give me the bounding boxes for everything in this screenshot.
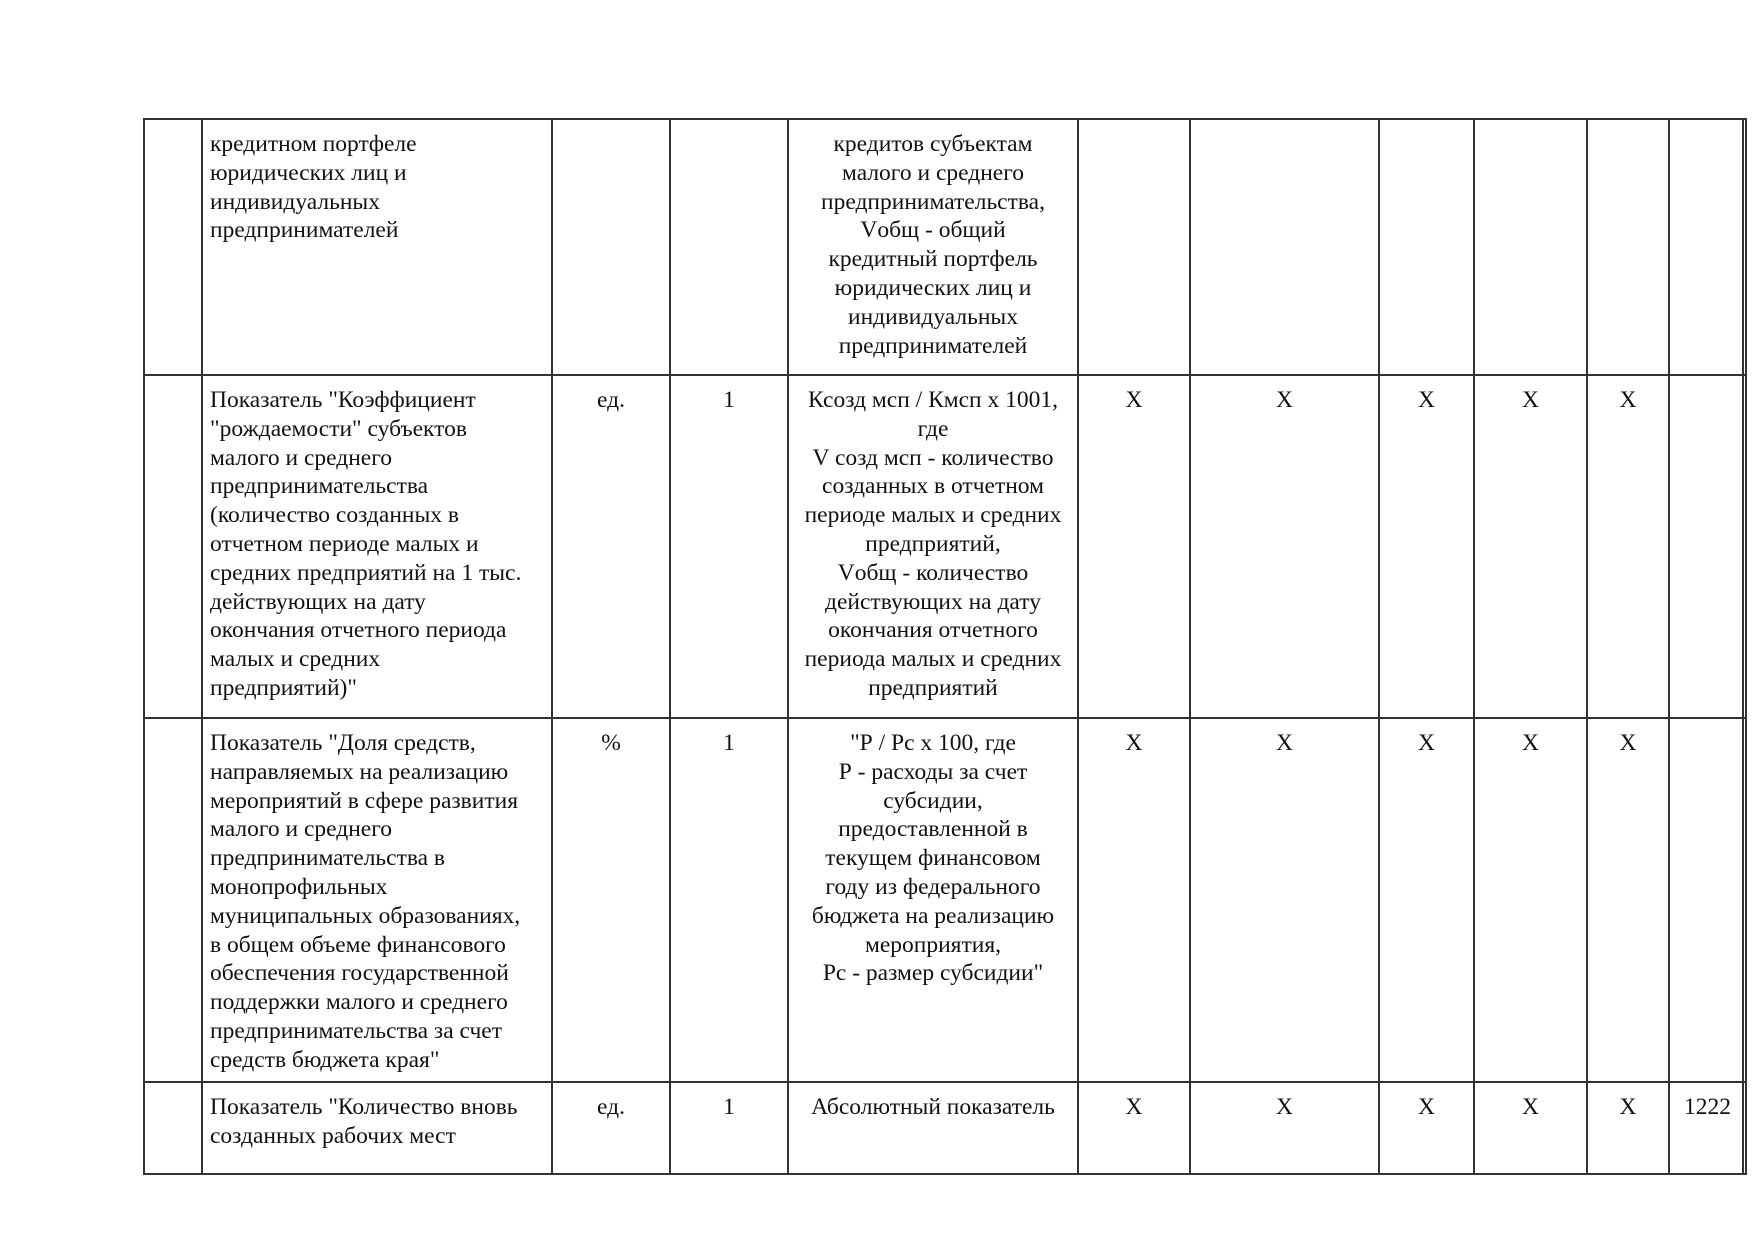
cell-formula: Абсолютный показатель bbox=[788, 1082, 1078, 1174]
cell-coef: 1 bbox=[670, 1082, 788, 1174]
cell-num bbox=[144, 718, 202, 1082]
cell-c6 bbox=[1669, 375, 1746, 718]
cell-c3 bbox=[1379, 119, 1474, 375]
cell-num bbox=[144, 119, 202, 375]
cell-c2: X bbox=[1190, 375, 1379, 718]
table-row bbox=[144, 718, 1746, 1082]
cell-name: кредитном портфеле юридических лиц и индивидуальных предпринимателей bbox=[202, 119, 552, 375]
cell-c2 bbox=[1190, 119, 1379, 375]
cell-c5 bbox=[1587, 119, 1669, 375]
cell-name: Показатель "Коэффициент "рождаемости" субъектов малого и среднего предпринимательства (количество созданных в отчетном периоде малых и средних предприятий на 1 тыс. действующих на дату окончания отчетного периода малых и средних предприятий)" bbox=[202, 375, 552, 718]
cell-c2: X bbox=[1190, 718, 1379, 1082]
cell-c1: X bbox=[1078, 1082, 1190, 1174]
cell-c5: X bbox=[1587, 375, 1669, 718]
table-row bbox=[144, 1082, 1746, 1174]
table-continuation-edge bbox=[1742, 118, 1754, 1173]
cell-num bbox=[144, 1082, 202, 1174]
cell-c1 bbox=[1078, 119, 1190, 375]
cell-num bbox=[144, 375, 202, 718]
cell-unit: % bbox=[552, 718, 670, 1082]
cell-c6 bbox=[1669, 718, 1746, 1082]
cell-formula: кредитов субъектам малого и среднего предпринимательства, Vобщ - общий кредитный портфель юридических лиц и индивидуальных предпринимателей bbox=[788, 119, 1078, 375]
cell-c3: X bbox=[1379, 375, 1474, 718]
indicators-table bbox=[143, 118, 1747, 1175]
cell-c4: X bbox=[1474, 375, 1587, 718]
cell-c2: X bbox=[1190, 1082, 1379, 1174]
cell-c4: X bbox=[1474, 718, 1587, 1082]
cell-c6: 1222 bbox=[1669, 1082, 1746, 1174]
cell-unit: ед. bbox=[552, 1082, 670, 1174]
cell-c3: X bbox=[1379, 1082, 1474, 1174]
cell-name: Показатель "Доля средств, направляемых на реализацию мероприятий в сфере развития малого и среднего предпринимательства в монопрофильных муниципальных образованиях, в общем объеме финансового обеспечения государственной поддержки малого и среднего предпринимательства за счет средств бюджета края" bbox=[202, 718, 552, 1082]
cell-unit bbox=[552, 119, 670, 375]
cell-c5: X bbox=[1587, 718, 1669, 1082]
cell-c3: X bbox=[1379, 718, 1474, 1082]
cell-coef: 1 bbox=[670, 718, 788, 1082]
cell-c4: X bbox=[1474, 1082, 1587, 1174]
cell-unit: ед. bbox=[552, 375, 670, 718]
cell-formula: "Р / Рс x 100, где Р - расходы за счет субсидии, предоставленной в текущем финансовом году из федерального бюджета на реализацию мероприятия, Рс - размер субсидии" bbox=[788, 718, 1078, 1082]
cell-coef: 1 bbox=[670, 375, 788, 718]
cell-c5: X bbox=[1587, 1082, 1669, 1174]
cell-c6 bbox=[1669, 119, 1746, 375]
cell-c1: X bbox=[1078, 375, 1190, 718]
cell-c4 bbox=[1474, 119, 1587, 375]
table-row bbox=[144, 375, 1746, 718]
cell-coef bbox=[670, 119, 788, 375]
cell-formula: Ксозд мсп / Кмсп x 1001, где V созд мсп - количество созданных в отчетном периоде малых и средних предприятий, Vобщ - количество действующих на дату окончания отчетного периода малых и средних предприятий bbox=[788, 375, 1078, 718]
cell-name: Показатель "Количество вновь созданных рабочих мест bbox=[202, 1082, 552, 1174]
cell-c1: X bbox=[1078, 718, 1190, 1082]
table-row bbox=[144, 119, 1746, 375]
